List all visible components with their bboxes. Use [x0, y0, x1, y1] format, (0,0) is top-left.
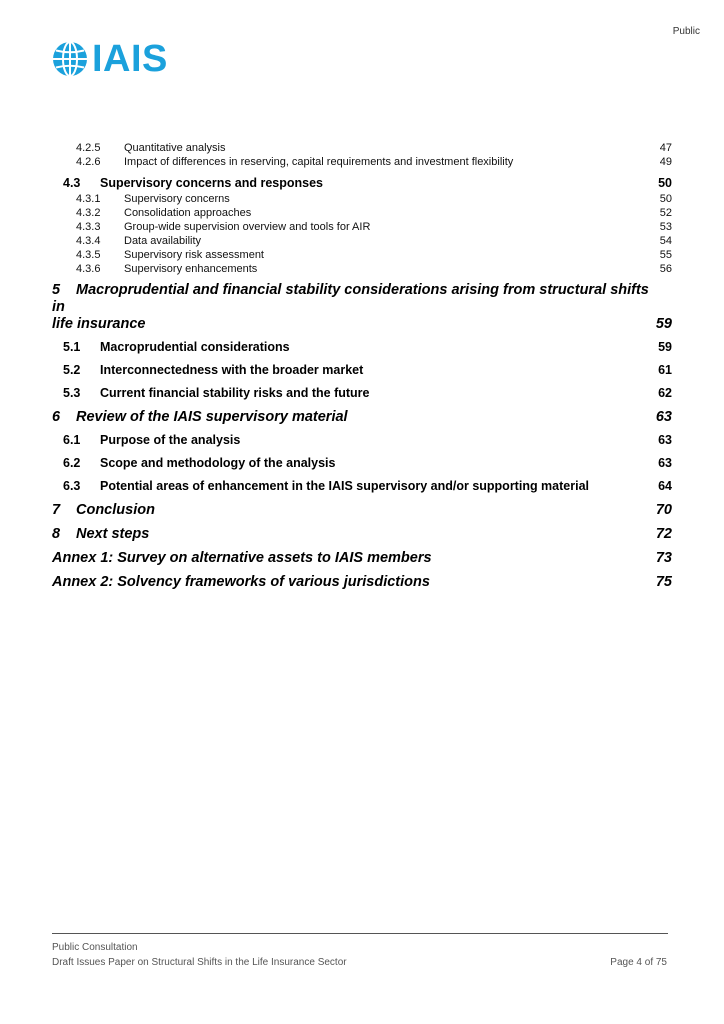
toc-number: 4.3.4 [76, 235, 101, 247]
toc-number: 4.3.1 [76, 193, 101, 205]
toc-number: 4.3.6 [76, 263, 101, 275]
toc-page: 50 [659, 193, 672, 205]
toc-page: 70 [655, 502, 672, 518]
toc-title: Supervisory risk assessment [124, 249, 264, 261]
toc-entry-4-3-6[interactable] [52, 262, 672, 276]
toc-entry-4-3-1[interactable] [52, 192, 672, 206]
toc-page: 72 [655, 526, 672, 542]
toc-page: 59 [658, 340, 672, 354]
footer-page-number: Page 4 of 75 [610, 957, 667, 968]
toc-title: Consolidation approaches [124, 207, 252, 219]
toc-entry-5-2[interactable] [52, 359, 672, 382]
toc-title: Interconnectedness with the broader market [100, 363, 364, 377]
toc-annex-1[interactable] [52, 546, 672, 570]
toc-title: Annex 2: Solvency frameworks of various jurisdictions [52, 574, 430, 590]
toc-entry-6-2[interactable] [52, 452, 672, 475]
toc-number: 4.3 [63, 176, 81, 190]
toc-page: 59 [655, 316, 672, 332]
toc-number: 5.3 [63, 386, 81, 400]
toc-entry-4-3-5[interactable] [52, 248, 672, 262]
toc-page: 50 [658, 176, 672, 190]
toc-page: 55 [659, 249, 672, 261]
toc-title: Supervisory concerns and responses [100, 176, 324, 190]
toc-number: 4.2.5 [76, 142, 101, 154]
toc-page: 75 [655, 574, 672, 590]
toc-entry-5-3[interactable] [52, 382, 672, 405]
footer-divider [52, 933, 668, 934]
iais-logo [52, 38, 168, 80]
toc-page: 56 [659, 263, 672, 275]
toc-title: Scope and methodology of the analysis [100, 456, 336, 470]
toc-entry-4-3-4[interactable] [52, 234, 672, 248]
toc-page: 62 [658, 386, 672, 400]
toc-title: Impact of differences in reserving, capital requirements and investment flexibility [124, 156, 514, 168]
globe-icon [52, 41, 88, 77]
toc-number: 4.3.3 [76, 221, 101, 233]
toc-title: Quantitative analysis [124, 142, 226, 154]
toc-title-line2: life insurance [52, 316, 146, 332]
toc-number: 6.1 [63, 433, 81, 447]
toc-title [52, 282, 656, 333]
toc-page: 63 [655, 409, 672, 425]
toc-number: 6.2 [63, 456, 81, 470]
toc-title: Macroprudential considerations [100, 340, 290, 354]
toc-chapter-7[interactable] [52, 498, 672, 522]
toc-title: Review of the IAIS supervisory material [76, 409, 348, 425]
toc-number: 4.3.5 [76, 249, 101, 261]
toc-title: Potential areas of enhancement in the IAIS supervisory and/or supporting material [100, 479, 590, 493]
footer-document-status: Public Consultation [52, 942, 138, 953]
toc-number: 6 [52, 409, 61, 425]
toc-entry-4-2-6[interactable] [52, 155, 672, 169]
toc-chapter-6[interactable] [52, 405, 672, 429]
toc-entry-4-2-5[interactable] [52, 141, 672, 155]
toc-page: 53 [659, 221, 672, 233]
toc-title: Conclusion [76, 502, 155, 518]
toc-page: 61 [658, 363, 672, 377]
toc-entry-4-3-3[interactable] [52, 220, 672, 234]
toc-title: Supervisory concerns [124, 193, 230, 205]
toc-entry-5-1[interactable] [52, 336, 672, 359]
toc-chapter-8[interactable] [52, 522, 672, 546]
toc-page: 52 [659, 207, 672, 219]
toc-page: 54 [659, 235, 672, 247]
toc-number: 5 [52, 282, 61, 298]
toc-entry-6-3[interactable] [52, 475, 672, 498]
toc-title: Group-wide supervision overview and tools for AIR [124, 221, 371, 233]
toc-title: Data availability [124, 235, 202, 247]
toc-entry-4-3-2[interactable] [52, 206, 672, 220]
toc-number: 7 [52, 502, 61, 518]
table-of-contents [52, 141, 672, 594]
toc-title: Purpose of the analysis [100, 433, 241, 447]
toc-page: 63 [658, 433, 672, 447]
toc-page: 73 [655, 550, 672, 566]
toc-number: 6.3 [63, 479, 81, 493]
toc-title: Supervisory enhancements [124, 263, 258, 275]
footer-document-title: Draft Issues Paper on Structural Shifts in the Life Insurance Sector [52, 957, 347, 968]
toc-number: 5.2 [63, 363, 81, 377]
toc-page: 64 [658, 479, 672, 493]
toc-title: Next steps [76, 526, 150, 542]
toc-chapter-5[interactable] [52, 282, 672, 333]
toc-title-line1: Macroprudential and financial stability considerations arising from structural shifts in [52, 282, 649, 315]
toc-title: Annex 1: Survey on alternative assets to IAIS members [52, 550, 432, 566]
toc-entry-4-3[interactable] [52, 175, 672, 191]
logo-wordmark: IAIS [92, 38, 168, 80]
classification-label: Public [672, 26, 700, 37]
toc-page: 49 [659, 156, 672, 168]
toc-number: 5.1 [63, 340, 81, 354]
toc-title: Current financial stability risks and the future [100, 386, 370, 400]
toc-number: 4.2.6 [76, 156, 101, 168]
toc-number: 4.3.2 [76, 207, 101, 219]
toc-entry-6-1[interactable] [52, 429, 672, 452]
toc-page: 47 [659, 142, 672, 154]
toc-page: 63 [658, 456, 672, 470]
toc-number: 8 [52, 526, 61, 542]
toc-annex-2[interactable] [52, 570, 672, 594]
